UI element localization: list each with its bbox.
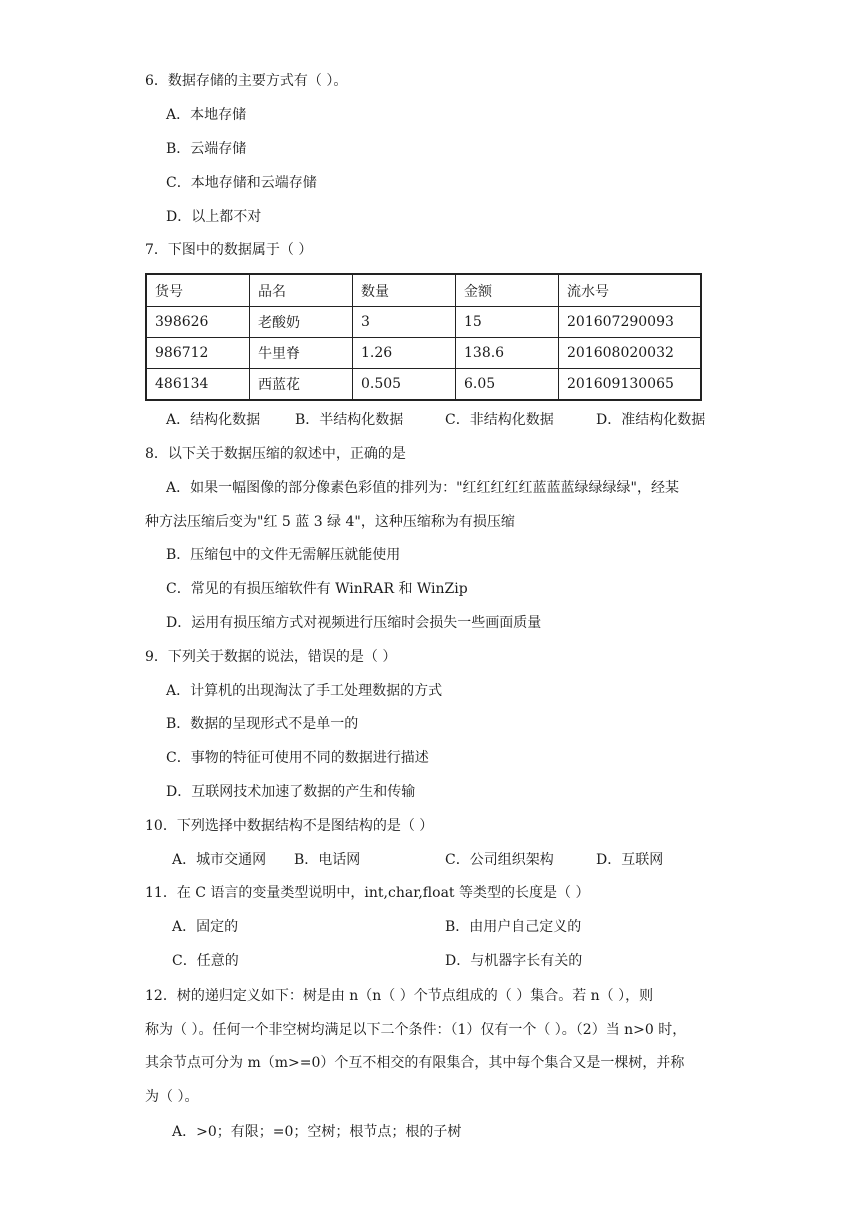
q6-option-b[interactable]: B．云端存储 [166,141,247,157]
q6-option-c[interactable]: C．本地存储和云端存储 [166,175,317,191]
q12-stem-line1: 12．树的递归定义如下：树是由 n（n（ ）个节点组成的（ ）集合。若 n（ ），则 [145,988,654,1004]
q10-option-a[interactable]: A．城市交通网 [172,852,267,868]
q6-stem: 6．数据存储的主要方式有（ ）。 [145,73,348,89]
q10-option-b[interactable]: B．电话网 [294,852,361,868]
table-header-row [146,274,701,307]
q12-stem-line3: 其余节点可分为 m（m>=0）个互不相交的有限集合，其中每个集合又是一棵树，并称 [145,1055,685,1071]
q8-option-a-line2[interactable]: 种方法压缩后变为"红 5 蓝 3 绿 4"，这种压缩称为有损压缩 [145,514,515,530]
q8-stem: 8．以下关于数据压缩的叙述中，正确的是 [145,446,406,462]
table-header-cell: 金额 [456,274,559,307]
q10-option-d[interactable]: D．互联网 [596,852,664,868]
q11-option-b[interactable]: B．由用户自己定义的 [445,919,582,935]
q9-option-a[interactable]: A．计算机的出现淘汰了手工处理数据的方式 [166,683,443,699]
table-cell: 486134 [146,369,250,401]
table-row [146,369,701,401]
table-header-cell: 货号 [146,274,250,307]
q10-stem: 10．下列选择中数据结构不是图结构的是（ ） [145,818,434,834]
q12-stem-line4: 为（ ）。 [145,1089,199,1105]
table-cell: 15 [456,307,559,338]
table-cell: 398626 [146,307,250,338]
q9-stem: 9．下列关于数据的说法，错误的是（ ） [145,649,397,665]
q7-data-table [145,273,702,401]
q10-option-c[interactable]: C．公司组织架构 [445,852,554,868]
q12-option-a[interactable]: A．>0；有限；=0；空树；根节点；根的子树 [172,1124,462,1140]
table-header-cell: 数量 [353,274,456,307]
q7-stem: 7．下图中的数据属于（ ） [145,242,313,258]
table-cell: 老酸奶 [250,307,353,338]
table-cell: 0.505 [353,369,456,401]
q11-option-a[interactable]: A．固定的 [172,919,239,935]
q8-option-a-line1[interactable]: A．如果一幅图像的部分像素色彩值的排列为："红红红红红蓝蓝蓝绿绿绿绿"，经某 [166,480,679,496]
table-cell: 3 [353,307,456,338]
q11-option-c[interactable]: C．任意的 [172,953,239,969]
q9-option-c[interactable]: C．事物的特征可使用不同的数据进行描述 [166,750,429,766]
table-cell: 6.05 [456,369,559,401]
table-header-cell: 品名 [250,274,353,307]
q7-option-d[interactable]: D．准结构化数据 [596,412,706,428]
table-cell: 1.26 [353,338,456,369]
q6-option-a[interactable]: A．本地存储 [166,107,247,123]
q8-option-d[interactable]: D．运用有损压缩方式对视频进行压缩时会损失一些画面质量 [166,615,542,631]
q8-option-c[interactable]: C．常见的有损压缩软件有 WinRAR 和 WinZip [166,581,468,597]
q7-option-c[interactable]: C．非结构化数据 [445,412,554,428]
q6-option-d[interactable]: D．以上都不对 [166,209,262,225]
q12-stem-line2: 称为（ ）。任何一个非空树均满足以下二个条件：（1）仅有一个（ ）。（2）当 n>0 时， [145,1022,687,1038]
table-cell: 西蓝花 [250,369,353,401]
q9-option-b[interactable]: B．数据的呈现形式不是单一的 [166,716,359,732]
table-row [146,307,701,338]
q7-option-a[interactable]: A．结构化数据 [166,412,261,428]
table-cell: 138.6 [456,338,559,369]
q7-option-b[interactable]: B．半结构化数据 [295,412,404,428]
table-row [146,338,701,369]
q8-option-b[interactable]: B．压缩包中的文件无需解压就能使用 [166,547,401,563]
table-header-cell: 流水号 [559,274,702,307]
table-cell: 201609130065 [559,369,702,401]
table-cell: 201608020032 [559,338,702,369]
table-cell: 201607290093 [559,307,702,338]
q11-stem: 11．在 C 语言的变量类型说明中，int,char,float 等类型的长度是（ ） [145,885,590,901]
q9-option-d[interactable]: D．互联网技术加速了数据的产生和传输 [166,784,416,800]
q11-option-d[interactable]: D．与机器字长有关的 [445,953,583,969]
table-cell: 986712 [146,338,250,369]
table-cell: 牛里脊 [250,338,353,369]
